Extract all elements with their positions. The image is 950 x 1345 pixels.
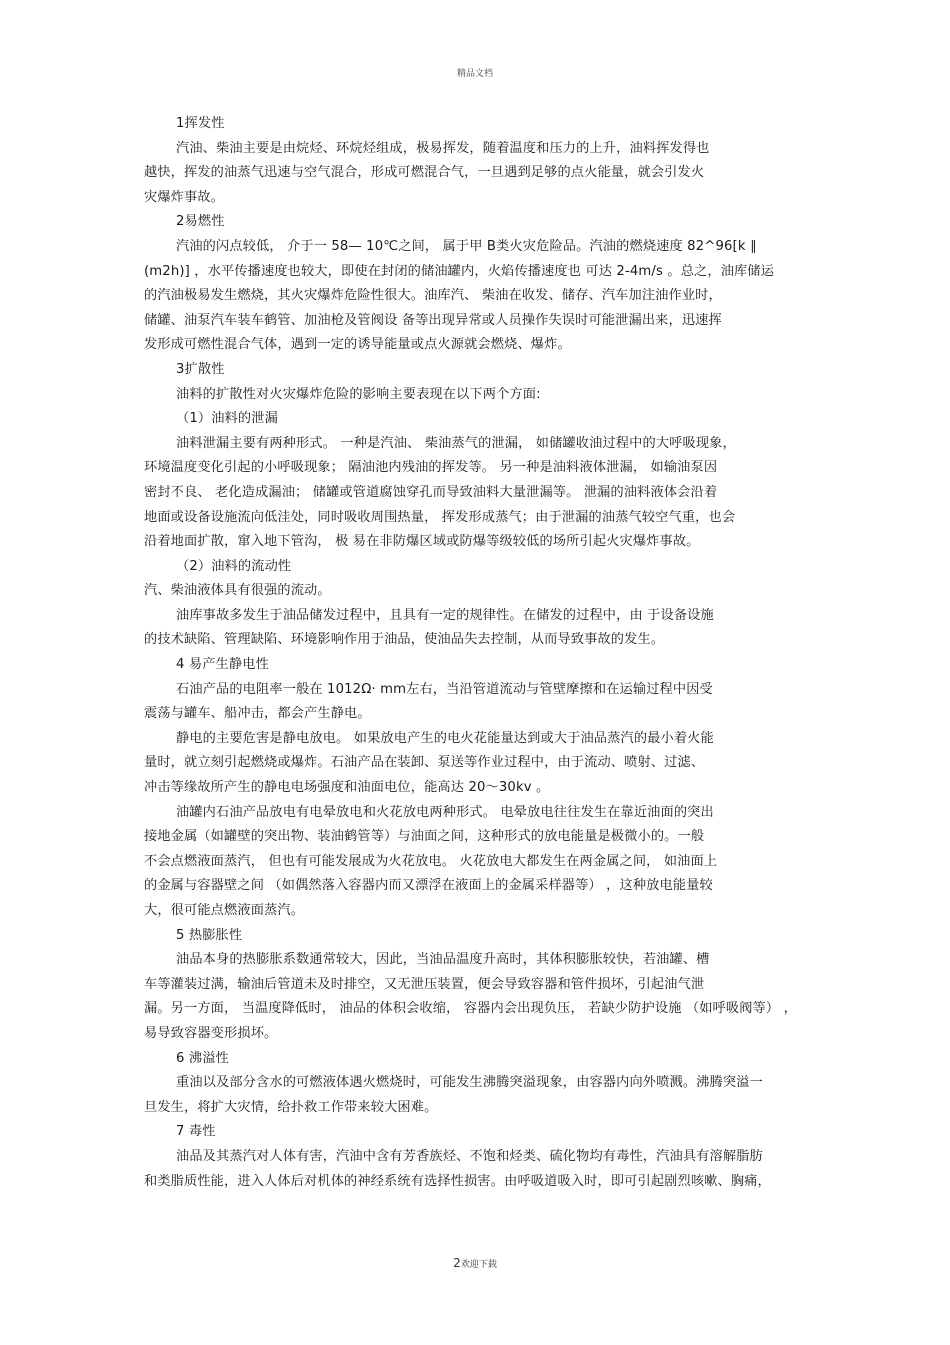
text-line: 石油产品的电阻率一般在 1012Ω· mm左右，当沿管道流动与管壁摩擦和在运输过程中因受 — [176, 681, 713, 697]
text-line: 地面或设备设施流向低洼处，同时吸收周围热量， 挥发形成蒸气；由于泄漏的油蒸气较空气重，也会 — [144, 509, 736, 525]
text-line: 接地金属（如罐壁的突出物、装油鹤管等）与油面之间，这种形式的放电能量是极微小的。一般 — [144, 829, 705, 845]
text-line: 油罐内石油产品放电有电晕放电和火花放电两种形式。 电晕放电往往发生在靠近油面的突出 — [176, 804, 714, 820]
text-line: 灾爆炸事故。 — [144, 189, 225, 205]
text-line: 沿着地面扩散，窜入地下管沟， 极 易在非防爆区域或防爆等级较低的场所引起火灾爆炸事故。 — [144, 534, 700, 550]
text-line: (m2h)] ，水平传播速度也较大，即使在封闭的储油罐内，火焰传播速度也 可达 2-4m/s 。总之，油库储运 — [144, 263, 775, 279]
text-line: （1）油料的泄漏 — [176, 411, 278, 427]
text-line: 汽油、柴油主要是由烷烃、环烷烃组成，极易挥发，随着温度和压力的上升，油料挥发得也 — [176, 140, 710, 156]
text-line: 车等灌装过满，输油后管道未及时排空，又无泄压装置，便会导致容器和管件损坏，引起油气泄 — [144, 976, 705, 992]
text-line: 和类脂质性能，进入人体后对机体的神经系统有选择性损害。由呼吸道吸入时，即可引起剧烈咳嗽、胸痛， — [144, 1173, 771, 1189]
document-body — [144, 112, 824, 1194]
text-line: 震荡与罐车、船冲击，都会产生静电。 — [144, 706, 371, 722]
text-line: 量时，就立刻引起燃烧或爆炸。石油产品在装卸、泵送等作业过程中，由于流动、喷射、过滤、 — [144, 755, 705, 771]
text-line: 1挥发性 — [176, 116, 225, 131]
text-line: 6 沸溢性 — [176, 1050, 229, 1066]
text-line: 密封不良、 老化造成漏油； 储罐或管道腐蚀穿孔而导致油料大量泄漏等。 泄漏的油料液体会沿着 — [144, 484, 718, 500]
text-line: 重油以及部分含水的可燃液体遇火燃烧时，可能发生沸腾突溢现象，由容器内向外喷溅。沸腾突溢一 — [176, 1075, 763, 1091]
text-line: 汽油的闪点较低， 介于一 58— 10℃之间， 属于甲 B类火灾危险品。汽油的燃烧速度 82^96[k ∥ — [176, 238, 757, 254]
text-line: 发形成可燃性混合气体，遇到一定的诱导能量或点火源就会燃烧、爆炸。 — [144, 337, 571, 353]
text-line: 油库事故多发生于油品储发过程中，且具有一定的规律性。在储发的过程中，由 于设备设施 — [176, 607, 714, 623]
text-line: 静电的主要危害是静电放电。 如果放电产生的电火花能量达到或大于油品蒸汽的最小着火能 — [176, 730, 714, 746]
text-line: （2）油料的流动性 — [176, 558, 292, 574]
text-line: 油料泄漏主要有两种形式。 一种是汽油、 柴油蒸气的泄漏， 如储罐收油过程中的大呼吸现象， — [176, 435, 736, 451]
footer-text: 欢迎下载 — [460, 1260, 497, 1270]
text-line: 冲击等缘故所产生的静电电场强度和油面电位，能高达 20～30kv 。 — [144, 780, 550, 796]
page-number: 2 — [453, 1256, 461, 1270]
text-line: 不会点燃液面蒸汽， 但也有可能发展成为火花放电。 火花放电大都发生在两金属之间， 如油面上 — [144, 853, 718, 869]
text-line: 易导致容器变形损坏。 — [144, 1025, 278, 1041]
text-line: 环境温度变化引起的小呼吸现象； 隔油池内残油的挥发等。 另一种是油料液体泄漏， 如输油泵因 — [144, 460, 718, 476]
text-line: 油品本身的热膨胀系数通常较大，因此，当油品温度升高时，其体积膨胀较快，若油罐、槽 — [176, 952, 710, 968]
text-line: 越快，挥发的油蒸气迅速与空气混合，形成可燃混合气，一旦遇到足够的点火能量，就会引发火 — [144, 165, 705, 181]
text-line: 汽、柴油液体具有很强的流动。 — [144, 583, 331, 599]
text-line: 5 热膨胀性 — [176, 927, 243, 943]
text-line: 油料的扩散性对火灾爆炸危险的影响主要表现在以下两个方面: — [176, 386, 541, 402]
text-line: 旦发生，将扩大灾情，给扑救工作带来较大困难。 — [144, 1099, 438, 1115]
text-line: 油品及其蒸汽对人体有害，汽油中含有芳香族烃、不饱和烃类、硫化物均有毒性，汽油具有溶解脂肪 — [176, 1148, 763, 1164]
text-line: 7 毒性 — [176, 1124, 216, 1140]
text-line: 的汽油极易发生燃烧，其火灾爆炸危险性很大。油库汽、 柴油在收发、储存、汽车加注油作业时， — [144, 288, 722, 304]
text-line: 2易燃性 — [176, 214, 225, 230]
text-line: 4 易产生静电性 — [176, 657, 269, 673]
page-header: 精品文档 — [456, 69, 493, 79]
text-line: 大，很可能点燃液面蒸汽。 — [144, 903, 305, 918]
text-line: 的金属与容器壁之间 （如偶然落入容器内而又漂浮在液面上的金属采样器等） ，这种放电能量较 — [144, 878, 713, 894]
text-line: 储罐、油泵汽车装车鹤管、加油枪及管阀设 备等出现异常或人员操作失误时可能泄漏出来，迅速挥 — [144, 312, 722, 328]
text-line: 的技术缺陷、管理缺陷、环境影响作用于油品，使油品失去控制，从而导致事故的发生。 — [144, 632, 665, 648]
text-line: 漏。另一方面， 当温度降低时， 油品的体积会收缩， 容器内会出现负压， 若缺少防护设施 （如呼吸阀等） ， — [144, 1001, 797, 1017]
text-line: 3扩散性 — [176, 361, 225, 377]
page-footer — [0, 1256, 950, 1270]
